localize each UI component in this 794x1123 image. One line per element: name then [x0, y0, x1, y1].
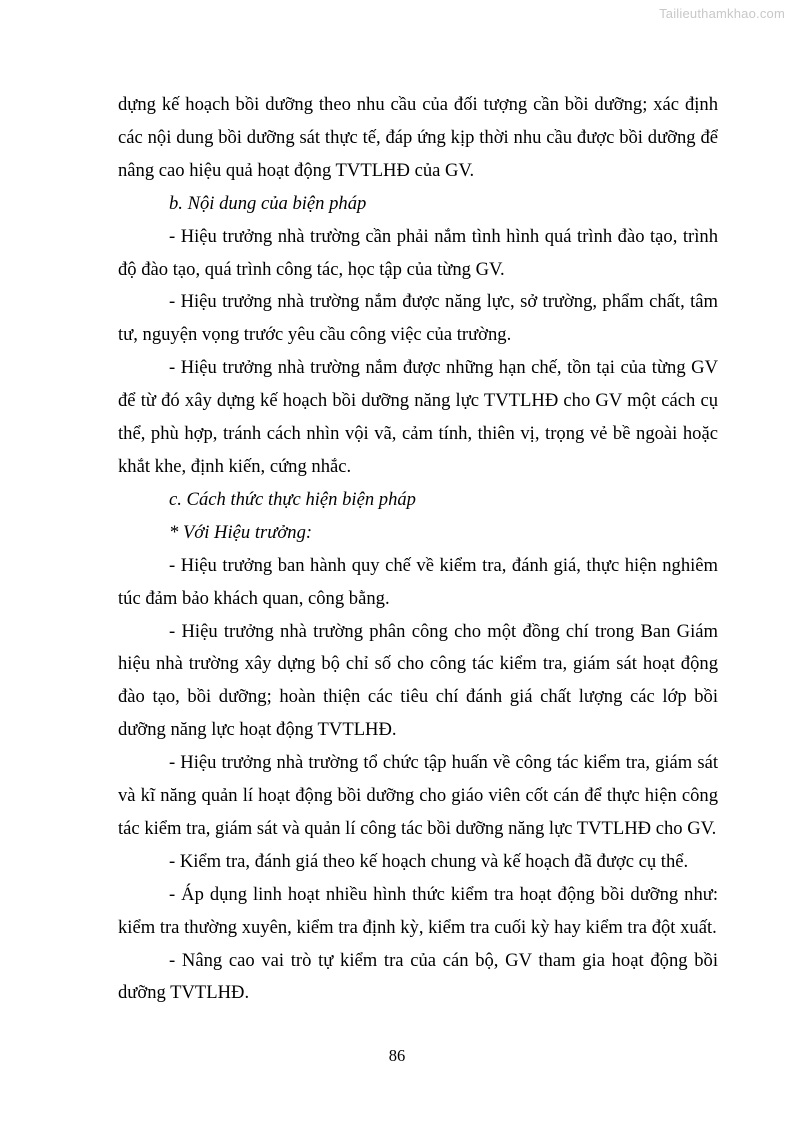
paragraph: - Nâng cao vai trò tự kiểm tra của cán bộ, GV tham gia hoạt động bồi dưỡng TVTLHĐ. — [118, 949, 718, 1004]
paragraph: - Hiệu trưởng nhà trường nắm được những hạn chế, tồn tại của từng GV để từ đó xây dựng kế hoạch bồi dưỡng năng lực TVTLHĐ cho GV một cách cụ thể, phù hợp, tránh cách nhìn vội vã, cảm tính, thiên vị, trọng vẻ bề ngoài hoặc khắt khe, định kiến, cứng nhắc. — [118, 357, 718, 477]
section-heading-method: c. Cách thức thực hiện biện pháp — [169, 488, 416, 510]
paragraph: - Hiệu trưởng nhà trường cần phải nắm tình hình quá trình đào tạo, trình độ đào tạo, quá trình công tác, học tập của từng GV. — [118, 225, 718, 280]
paragraph: - Áp dụng linh hoạt nhiều hình thức kiểm tra hoạt động bồi dưỡng như: kiểm tra thường xuyên, kiểm tra định kỳ, kiểm tra cuối kỳ hay kiểm tra đột xuất. — [118, 883, 718, 938]
paragraph: - Hiệu trưởng ban hành quy chế về kiểm tra, đánh giá, thực hiện nghiêm túc đảm bảo khách quan, công bằng. — [118, 554, 718, 609]
paragraph: - Hiệu trưởng nhà trường phân công cho một đồng chí trong Ban Giám hiệu nhà trường xây dựng bộ chỉ số cho công tác kiểm tra, giám sát hoạt động đào tạo, bồi dưỡng; hoàn thiện các tiêu chí đánh giá chất lượng các lớp bồi dưỡng năng lực hoạt động TVTLHĐ. — [118, 620, 718, 741]
watermark-text: Tailieuthamkhao.com — [659, 6, 785, 21]
paragraph: - Kiểm tra, đánh giá theo kế hoạch chung và kế hoạch đã được cụ thể. — [169, 850, 689, 872]
page-number: 86 — [388, 1046, 406, 1065]
subheading-principal: * Với Hiệu trưởng: — [169, 521, 313, 543]
paragraph-continuation: dựng kế hoạch bồi dưỡng theo nhu cầu của đối tượng cần bồi dưỡng; xác định các nội dung bồi dưỡng sát thực tế, đáp ứng kịp thời nhu cầu được bồi dưỡng để nâng cao hiệu quả hoạt động TVTLHĐ của GV. — [118, 94, 718, 181]
document-body — [118, 89, 718, 1010]
paragraph: - Hiệu trưởng nhà trường tổ chức tập huấn về công tác kiểm tra, giám sát và kĩ năng quản lí hoạt động bồi dưỡng cho giáo viên cốt cán để thực hiện công tác kiểm tra, giám sát và quản lí công tác bồi dưỡng năng lực TVTLHĐ cho GV. — [118, 752, 718, 839]
section-heading-content: b. Nội dung của biện pháp — [169, 192, 367, 214]
paragraph: - Hiệu trưởng nhà trường nắm được năng lực, sở trường, phẩm chất, tâm tư, nguyện vọng trước yêu cầu công việc của trường. — [118, 291, 718, 346]
